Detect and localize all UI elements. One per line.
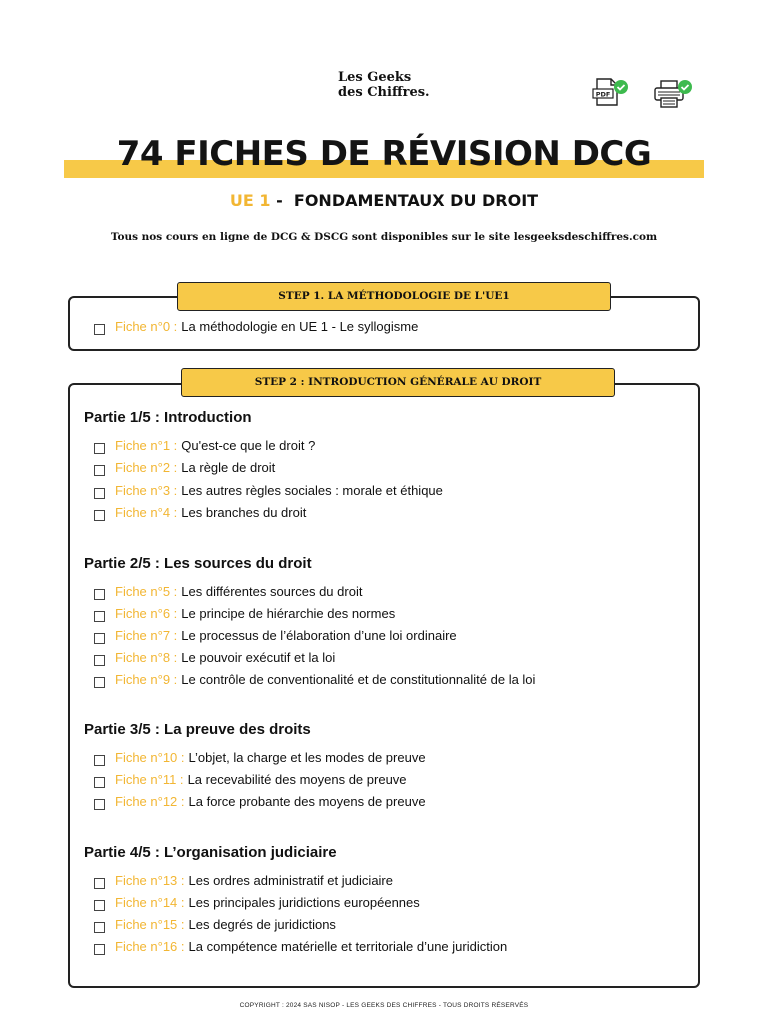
checkbox[interactable] <box>94 922 105 933</box>
fiche-title: Le contrôle de conventionalité et de constitutionnalité de la loi <box>181 672 536 687</box>
checklist-item[interactable] <box>94 749 426 767</box>
checkbox[interactable] <box>94 900 105 911</box>
checklist-item[interactable] <box>94 504 306 522</box>
subtitle-ue: UE 1 <box>229 191 271 210</box>
checklist-item[interactable] <box>94 459 275 477</box>
logo <box>338 70 430 100</box>
fiche-number: Fiche n°1 : <box>115 438 178 453</box>
partie-title: Partie 2/5 : Les sources du droit <box>84 555 312 572</box>
printer-check-icon[interactable] <box>652 78 694 110</box>
fiche-title: L’objet, la charge et les modes de preuve <box>188 750 426 765</box>
page-title: 74 FICHES DE RÉVISION DCG <box>116 134 652 174</box>
fiche-number: Fiche n°6 : <box>115 606 178 621</box>
checkbox[interactable] <box>94 589 105 600</box>
pdf-check-icon[interactable] <box>592 76 630 108</box>
checkbox[interactable] <box>94 633 105 644</box>
checkbox[interactable] <box>94 799 105 810</box>
partie-title: Partie 4/5 : L’organisation judiciaire <box>84 844 337 861</box>
fiche-title: La méthodologie en UE 1 - Le syllogisme <box>181 319 419 334</box>
checkbox[interactable] <box>94 878 105 889</box>
fiche-number: Fiche n°0 : <box>115 319 178 334</box>
checkbox[interactable] <box>94 324 105 335</box>
fiche-number: Fiche n°4 : <box>115 505 178 520</box>
fiche-number: Fiche n°7 : <box>115 628 178 643</box>
logo-line-2: des Chiffres. <box>338 85 430 100</box>
checklist-item[interactable] <box>94 793 426 811</box>
checklist-item[interactable] <box>94 583 362 601</box>
checkbox[interactable] <box>94 677 105 688</box>
logo-line-1: Les Geeks <box>338 70 412 85</box>
checklist-item[interactable] <box>94 605 395 623</box>
fiche-number: Fiche n°15 : <box>115 917 185 932</box>
checklist-item[interactable] <box>94 627 457 645</box>
fiche-number: Fiche n°16 : <box>115 939 185 954</box>
fiche-number: Fiche n°3 : <box>115 483 178 498</box>
checklist-item[interactable] <box>94 649 335 667</box>
fiche-number: Fiche n°9 : <box>115 672 178 687</box>
footer-copyright: COPYRIGHT : 2024 SAS NISOP - LES GEEKS DES CHIFFRES - TOUS DROITS RÉSERVÉS <box>239 1002 529 1009</box>
checklist-item[interactable] <box>94 671 535 689</box>
subtitle-text: FONDAMENTAUX DU DROIT <box>293 191 539 210</box>
fiche-title: Qu'est-ce que le droit ? <box>181 438 316 453</box>
subtitle <box>0 191 768 210</box>
checkbox[interactable] <box>94 488 105 499</box>
fiche-title: Le principe de hiérarchie des normes <box>181 606 396 621</box>
partie-title: Partie 3/5 : La preuve des droits <box>84 721 311 738</box>
fiche-title: Les principales juridictions européennes <box>188 895 420 910</box>
fiche-number: Fiche n°8 : <box>115 650 178 665</box>
checklist-item[interactable] <box>94 437 315 455</box>
fiche-number: Fiche n°10 : <box>115 750 185 765</box>
fiche-title: Les degrés de juridictions <box>188 917 336 932</box>
fiche-title: La recevabilité des moyens de preuve <box>187 772 407 787</box>
step2-label: STEP 2 : INTRODUCTION GÉNÉRALE AU DROIT <box>181 368 615 397</box>
checklist-item[interactable] <box>94 872 393 890</box>
tagline: Tous nos cours en ligne de DCG & DSCG sont disponibles sur le site lesgeeksdeschiffres.com <box>110 231 658 243</box>
fiche-number: Fiche n°14 : <box>115 895 185 910</box>
checkbox[interactable] <box>94 944 105 955</box>
checklist-item[interactable] <box>94 771 407 789</box>
pdf-icon-text: PDF <box>595 90 611 99</box>
fiche-title: Le pouvoir exécutif et la loi <box>181 650 336 665</box>
checklist-item[interactable] <box>94 894 420 912</box>
checkbox[interactable] <box>94 755 105 766</box>
fiche-number: Fiche n°2 : <box>115 460 178 475</box>
checkbox[interactable] <box>94 510 105 521</box>
checkbox[interactable] <box>94 465 105 476</box>
fiche-title: La force probante des moyens de preuve <box>188 794 426 809</box>
checkbox[interactable] <box>94 655 105 666</box>
fiche-number: Fiche n°11 : <box>115 772 184 787</box>
fiche-title: La règle de droit <box>181 460 276 475</box>
fiche-title: Les autres règles sociales : morale et éthique <box>181 483 443 498</box>
checklist-item[interactable] <box>94 318 418 336</box>
checkbox[interactable] <box>94 443 105 454</box>
fiche-number: Fiche n°5 : <box>115 584 178 599</box>
step1-label: STEP 1. LA MÉTHODOLOGIE DE L'UE1 <box>177 282 611 311</box>
partie-title: Partie 1/5 : Introduction <box>84 409 252 426</box>
fiche-number: Fiche n°12 : <box>115 794 185 809</box>
fiche-title: Le processus de l’élaboration d’une loi ordinaire <box>181 628 457 643</box>
checkbox[interactable] <box>94 611 105 622</box>
checklist-item[interactable] <box>94 916 336 934</box>
checklist-item[interactable] <box>94 938 507 956</box>
fiche-title: Les branches du droit <box>181 505 307 520</box>
subtitle-separator: - <box>270 191 294 210</box>
fiche-title: La compétence matérielle et territoriale d’une juridiction <box>188 939 508 954</box>
title-block <box>64 134 704 182</box>
fiche-title: Les différentes sources du droit <box>181 584 363 599</box>
checklist-item[interactable] <box>94 482 443 500</box>
fiche-title: Les ordres administratif et judiciaire <box>188 873 393 888</box>
checkbox[interactable] <box>94 777 105 788</box>
fiche-number: Fiche n°13 : <box>115 873 185 888</box>
